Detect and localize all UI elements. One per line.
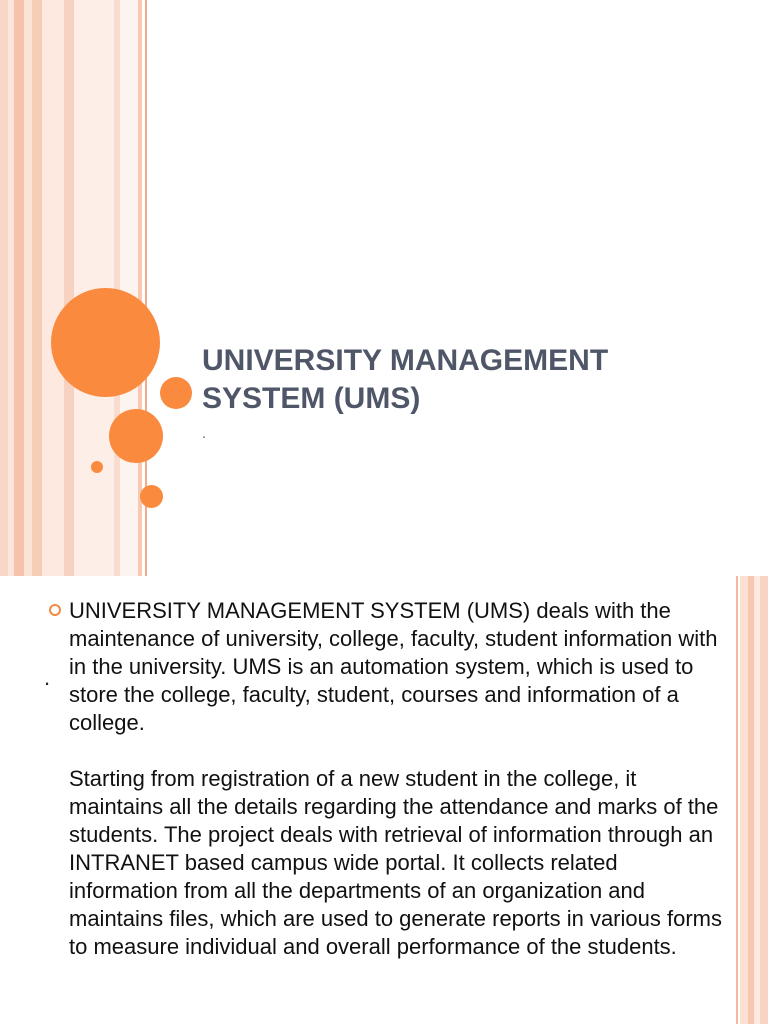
decor-stripe [120, 0, 138, 576]
slide-title: UNIVERSITY MANAGEMENT SYSTEM (UMS) [202, 344, 609, 415]
decor-stripe [760, 576, 768, 1024]
paragraph: Starting from registration of a new student in the college, it maintains all the details regarding the attendance and marks of the students. The project deals with retrieval of information through an INTRANET based campus wide portal. It collects related information from all the departments of an organization and maintains files, which are used to generate reports in various forms to measure individual and overall performance of the students. [69, 766, 722, 959]
decor-stripe [24, 0, 32, 576]
decor-stripe [0, 0, 8, 576]
decor-stripe [64, 0, 74, 576]
decor-stripe [42, 0, 64, 576]
decor-stripe [736, 576, 738, 1024]
slide-subtitle: . [202, 425, 206, 441]
decor-circle-medium [109, 409, 163, 463]
content-body [69, 597, 731, 961]
decor-circle-large [51, 288, 160, 397]
decor-stripe [32, 0, 42, 576]
bullet-circle-icon [49, 604, 61, 616]
paragraph: UNIVERSITY MANAGEMENT SYSTEM (UMS) deals with the maintenance of university, college, faculty, student information with in the university. UMS is an automation system, which is used to store the college, faculty, student, courses and information of a college. [69, 598, 718, 735]
decor-stripe [740, 576, 748, 1024]
decor-stripe [14, 0, 24, 576]
side-mark: . [44, 665, 51, 690]
decor-circle-tiny [91, 461, 103, 473]
decor-circle-small [160, 377, 192, 409]
decor-circle-small [140, 485, 163, 508]
